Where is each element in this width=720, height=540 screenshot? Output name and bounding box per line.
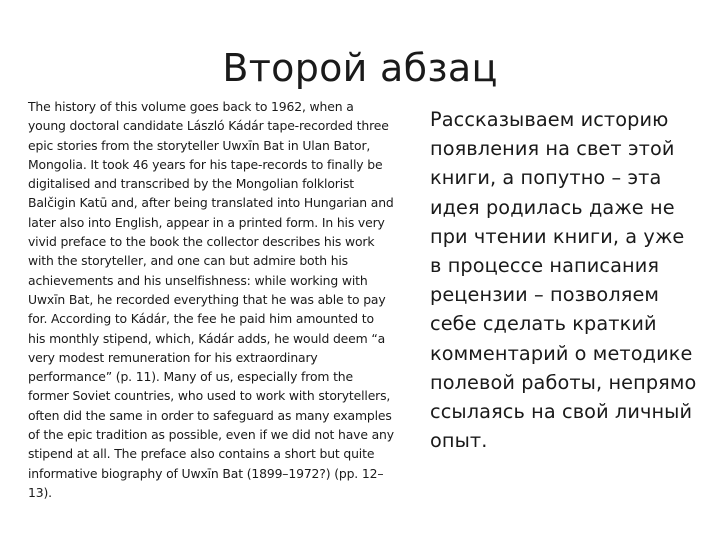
russian-paragraph: Рассказываем историю появления на свет этой книги, а попутно – эта идея родилась даже не при чтении книги, а уже в процессе написания рецензии – позволяем себе сделать краткий комментарий о методике полевой работы, непрямо ссылаясь на свой личный опыт. — [430, 108, 697, 453]
slide-title: Второй абзац — [222, 46, 498, 90]
english-paragraph: The history of this volume goes back to 1962, when a young doctoral candidate László Kádár tape-recorded three epic stories from the storyteller Uwxīn Bat in Ulan Bator, Mongolia. It took 46 years for his tape-records to finally be digitalised and transcribed by the Mongolian folklorist Balčigin Katū and, after being translated into Hungarian and later also into English, appear in a printed form. In his very vivid preface to the book the collector describes his work with the storyteller, and one can but admire both his achievements and his unselfishness: while working with Uwxīn Bat, he recorded everything that he was able to pay for. According to Kádár, the fee he paid him amounted to his monthly stipend, which, Kádár adds, he would deem “a very modest remuneration for his extraordinary performance” (p. 11). Many of us, especially from the former Soviet countries, who used to work with storytellers, often did the same in order to safeguard as many examples of the epic tradition as possible, even if we did not have any stipend at all. The preface also contains a short but quite informative biography of Uwxīn Bat (1899–1972?) (pp. 12–13). — [28, 99, 394, 500]
russian-text-column — [430, 105, 702, 455]
english-text-column — [28, 97, 394, 502]
